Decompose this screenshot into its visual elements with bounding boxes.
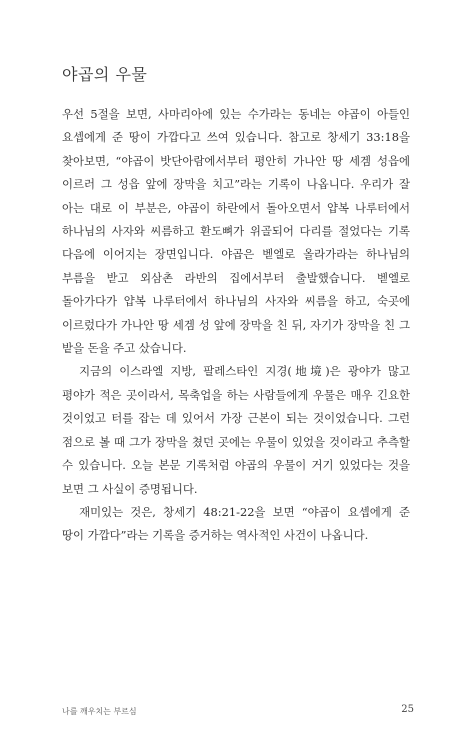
paragraph-1: 우선 5절을 보면, 사마리아에 있는 수가라는 동네는 야곱이 아들인 요셉에게 준 땅이 가깝다고 쓰여 있습니다. 참고로 창세기 33:18을 찾아보면, “야곱이 밧단아람에서부터 평안히 가나안 땅 세겜 성읍에 이르러 그 성읍 앞에 장막을 치고”라는 기록이 나옵니다. 우리가 잘 아는 대로 이 부분은, 야곱이 하란에서 돌아오면서 얍복 나루터에서 하나님의 사자와 씨름하고 환도뼈가 위골되어 다리를 절었다는 기록 다음에 이어지는 장면입니다. 야곱은 벧엘로 올라가라는 하나님의 부름을 받고 외삼촌 라반의 집에서부터 출발했습니다. 벧엘로 돌아가다가 얍복 나루터에서 하나님의 사자와 씨름을 하고, 숙곳에 이르렀다가 가나안 땅 세겜 성 앞에 장막을 친 뒤, 자기가 장막을 친 그 밭을 돈을 주고 샀습니다.	[62, 107, 410, 356]
footer-book-title: 나를 깨우치는 부르심	[62, 707, 137, 716]
paragraph-3: 재미있는 것은, 창세기 48:21-22을 보면 “야곱이 요셉에게 준 땅이 가깝다”라는 기록을 증거하는 역사적인 사건이 나옵니다.	[62, 504, 410, 543]
paragraph-2: 지금의 이스라엘 지방, 팔레스타인 지경(地境)은 광야가 많고 평야가 적은 곳이라서, 목축업을 하는 사람들에게 우물은 매우 긴요한 것이었고 터를 잡는 데 있어서 가장 근본이 되는 것이었습니다. 그런 점으로 볼 때 그가 장막을 쳤던 곳에는 우물이 있었을 것이라고 추측할 수 있습니다. 오늘 본문 기록처럼 야곱의 우물이 거기 있었다는 것을 보면 그 사실이 증명됩니다.	[62, 364, 410, 496]
page-number: 25	[401, 704, 414, 715]
section-title: 야곱의 우물	[62, 65, 148, 84]
body-text	[62, 103, 410, 548]
